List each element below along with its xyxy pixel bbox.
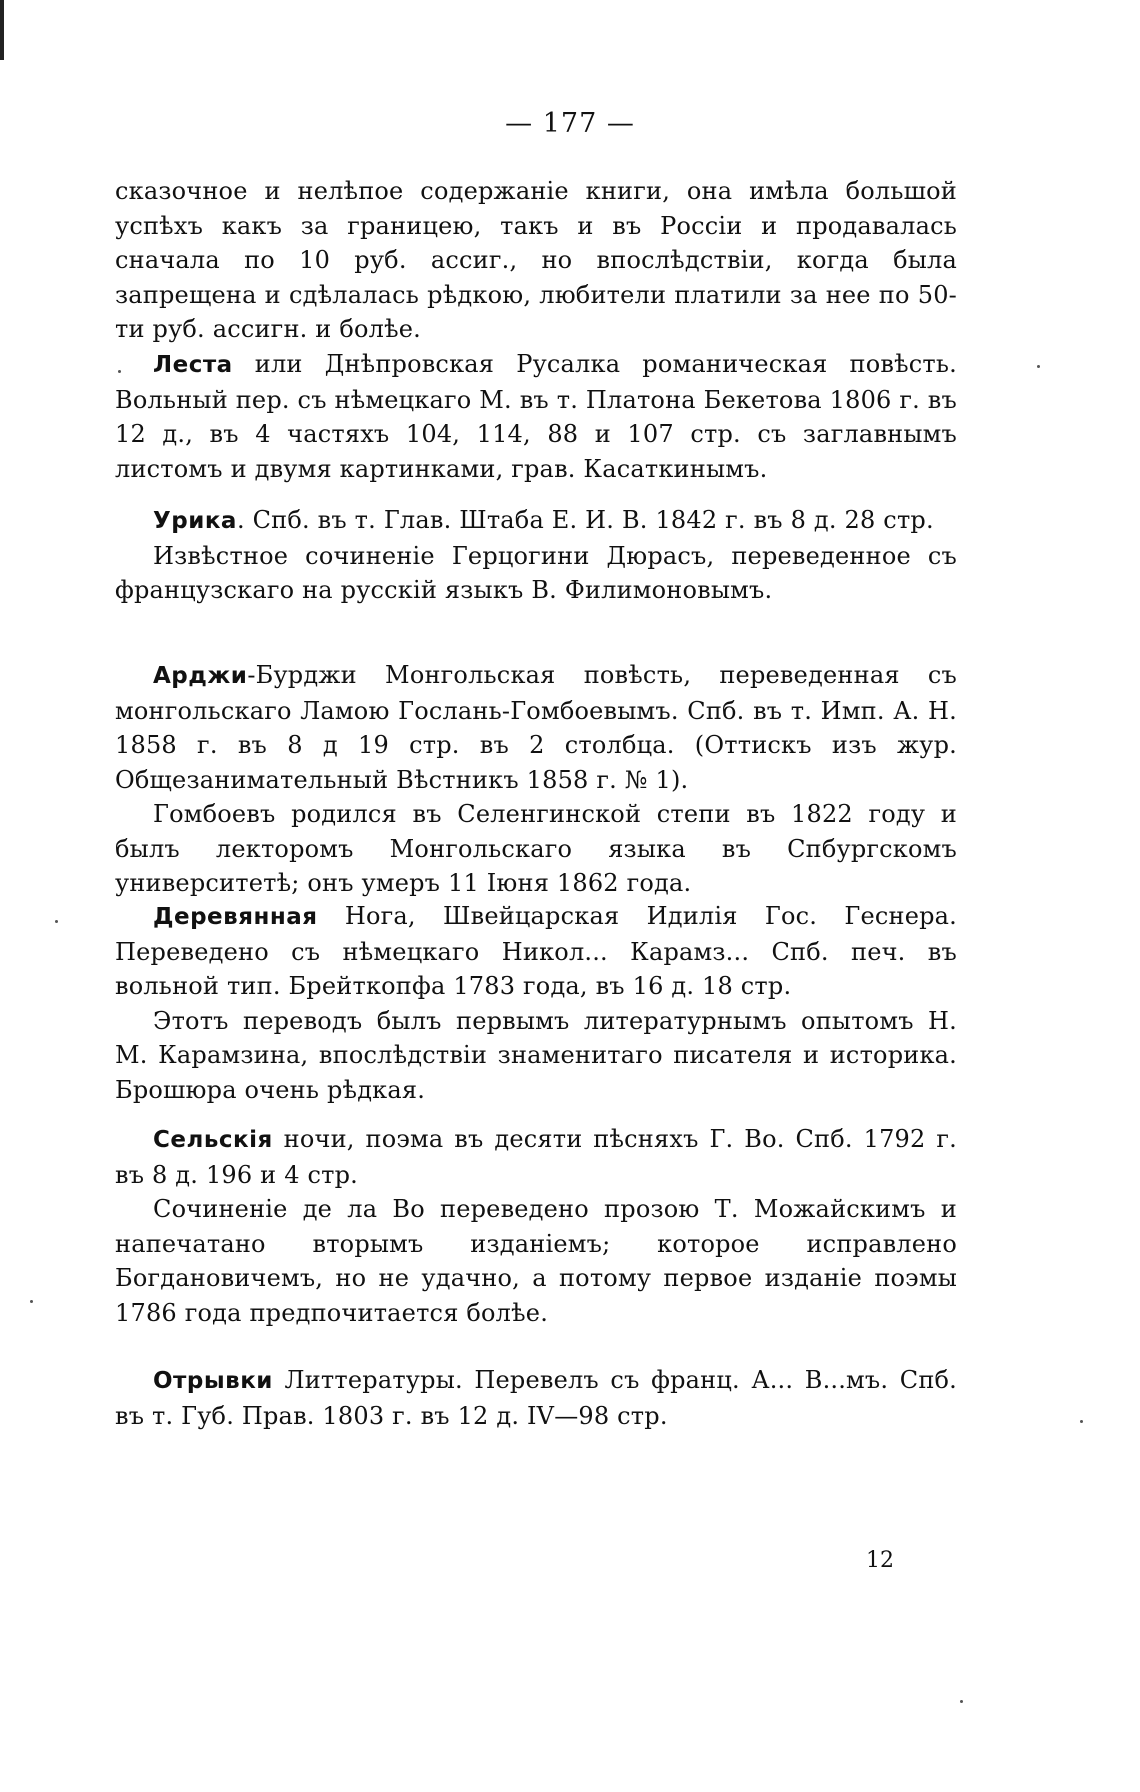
entry-description [115, 347, 957, 486]
entry-text: Литтературы. Перевелъ съ франц. А... В...мъ. Спб. въ т. Губ. Прав. 1803 г. въ 12 д. IV—98 стр. [115, 1366, 957, 1430]
entry-description [115, 658, 957, 797]
entry-note: Этотъ переводъ былъ первымъ литературнымъ опытомъ Н. М. Карамзина, впослѣдствiи знаменитаго писателя и историка. Брошюра очень рѣдкая. [115, 1006, 957, 1104]
scan-edge-mark [0, 0, 4, 60]
entry-text: Нога, Швейцарская Идилiя Гос. Геснера. Переведено съ нѣмецкаго Никол... Карамз... Спб. печ. въ вольной тип. Брейткопфа 1783 года, въ 16 д. 18 стр. [115, 902, 957, 1000]
entry-text: . Спб. въ т. Глав. Штаба Е. И. В. 1842 г. въ 8 д. 28 стр. [236, 506, 934, 534]
entry-heading: Деревянная [153, 904, 318, 930]
bibliography-entry [115, 1363, 957, 1433]
scan-speck [30, 1300, 33, 1303]
paragraph-text: сказочное и нелѣпое содержанiе книги, она имѣла большой успѣхъ какъ за границею, такъ и въ Россiи и продавалась сначала по 10 руб. ассиг., но впослѣдствiи, когда была запрещена и сдѣлалась рѣдкою, любители платили за нее по 50-ти руб. ассигн. и болѣе. [115, 177, 957, 343]
scan-speck [118, 370, 121, 373]
continuation-paragraph [115, 174, 957, 347]
entry-text: -Бурджи Монгольская повѣсть, переведенная съ монгольскаго Ламою Гослань-Гомбоевымъ. Спб. въ т. Имп. А. Н. 1858 г. въ 8 д 19 стр. въ 2 столбца. (Оттискъ изъ жур. Общезанимательный Вѣстникъ 1858 г. № 1). [115, 661, 957, 794]
entry-note: Извѣстное сочиненiе Герцогини Дюрасъ, переведенное съ французскаго на русскiй языкъ В. Филимоновымъ. [115, 541, 957, 604]
entry-heading: Сельскiя [153, 1127, 273, 1153]
bibliography-entry [115, 1122, 957, 1330]
entry-text: ночи, поэма въ десяти пѣсняхъ Г. Во. Спб. 1792 г. въ 8 д. 196 и 4 стр. [115, 1125, 957, 1189]
bibliography-entry [115, 899, 957, 1107]
page-number: — 177 — [505, 108, 635, 139]
entry-description [115, 503, 957, 539]
entry-description [115, 1363, 957, 1433]
bibliography-entry [115, 347, 957, 486]
scan-speck [1037, 365, 1040, 368]
entry-heading: Леста [153, 352, 233, 378]
entry-heading: Отрывки [153, 1368, 273, 1394]
signature-mark: 12 [866, 1548, 894, 1573]
bibliography-entry [115, 503, 957, 608]
entry-description [115, 1122, 957, 1192]
entry-note: Сочиненiе де ла Во переведено прозою Т. Можайскимъ и напечатано вторымъ изданiемъ; которое исправлено Богдановичемъ, но не удачно, а потому первое изданiе поэмы 1786 года предпочитается болѣе. [115, 1195, 957, 1327]
bibliography-entry [115, 658, 957, 901]
entry-heading: Арджи [153, 663, 248, 689]
scan-speck [1080, 1420, 1083, 1423]
entry-text: или Днѣпровская Русалка романическая повѣсть. Вольный пер. съ нѣмецкаго М. въ т. Платона Бекетова 1806 г. въ 12 д., въ 4 частяхъ 104, 114, 88 и 107 стр. съ заглавнымъ листомъ и двумя картинками, грав. Касаткинымъ. [115, 350, 957, 483]
scan-speck [960, 1700, 963, 1703]
entry-description [115, 899, 957, 1004]
entry-note: Гомбоевъ родился въ Селенгинской степи въ 1822 году и былъ лекторомъ Монгольскаго языка въ Спбургскомъ университетѣ; онъ умеръ 11 Iюня 1862 года. [115, 800, 957, 897]
scan-speck [55, 920, 58, 923]
entry-heading: Урика [153, 508, 237, 534]
